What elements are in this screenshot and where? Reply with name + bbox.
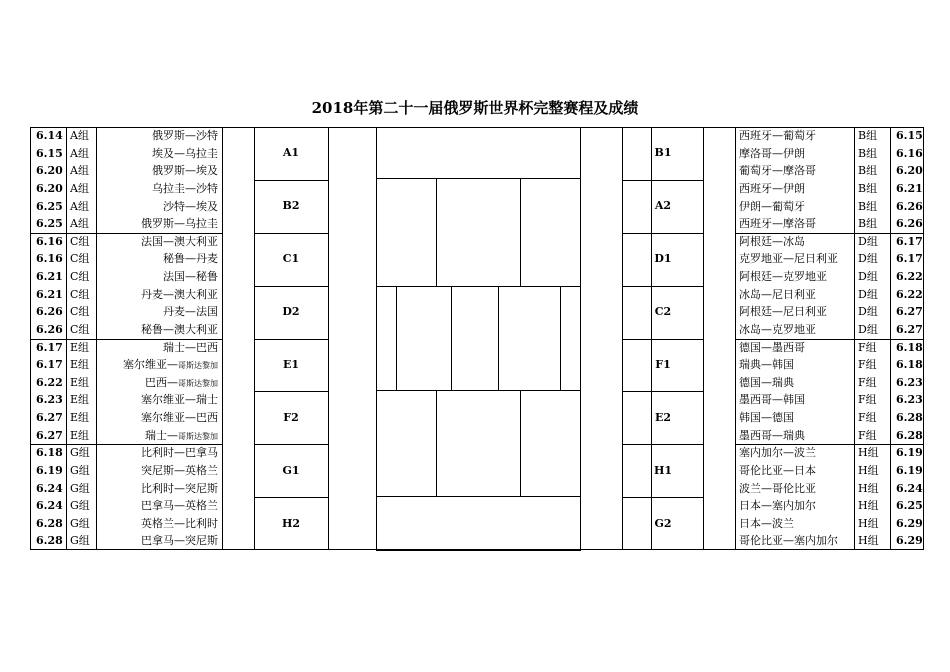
match-group: D组 bbox=[858, 287, 878, 301]
match-group: A组 bbox=[70, 146, 89, 160]
match-date: 6.17 bbox=[36, 358, 63, 372]
match-date: 6.16 bbox=[896, 146, 923, 160]
match-group: C组 bbox=[70, 287, 90, 301]
match-group: D组 bbox=[858, 305, 878, 319]
slot-label: B1 bbox=[654, 146, 672, 160]
match-teams: 哥伦比亚—日本 bbox=[739, 463, 816, 477]
slot-label: G2 bbox=[654, 516, 672, 530]
match-date: 6.26 bbox=[896, 199, 923, 213]
match-teams: 西班牙—葡萄牙 bbox=[739, 129, 816, 142]
match-teams: 西班牙—摩洛哥 bbox=[739, 217, 816, 231]
column-divider bbox=[328, 127, 329, 550]
match-teams: 阿根廷—冰岛 bbox=[739, 234, 805, 248]
match-group: G组 bbox=[70, 446, 90, 460]
match-teams: 巴西—哥斯达黎加 bbox=[145, 375, 218, 389]
match-teams: 瑞士—巴西 bbox=[163, 340, 218, 354]
match-group: D组 bbox=[858, 322, 878, 336]
match-date: 6.19 bbox=[896, 463, 923, 477]
match-group: G组 bbox=[70, 463, 90, 477]
match-group: E组 bbox=[70, 393, 90, 407]
bracket-box-8 bbox=[376, 496, 377, 551]
match-date: 6.23 bbox=[36, 393, 63, 407]
match-group: H组 bbox=[858, 534, 879, 548]
match-group: H组 bbox=[858, 463, 879, 477]
match-teams: 法国—秘鲁 bbox=[163, 270, 218, 283]
match-teams: 英格兰—比利时 bbox=[141, 516, 218, 530]
match-group: H组 bbox=[858, 446, 879, 460]
match-teams: 俄罗斯—沙特 bbox=[152, 129, 218, 142]
match-teams: 日本—波兰 bbox=[739, 516, 794, 530]
match-teams: 秘鲁—澳大利亚 bbox=[141, 322, 218, 336]
match-group: D组 bbox=[858, 252, 878, 266]
match-group: A组 bbox=[70, 199, 89, 213]
match-group: F组 bbox=[858, 340, 877, 354]
match-group: B组 bbox=[858, 129, 878, 142]
match-group: D组 bbox=[858, 270, 878, 283]
match-date: 6.16 bbox=[36, 252, 63, 266]
bracket-box-7 bbox=[436, 390, 437, 497]
match-date: 6.29 bbox=[896, 534, 923, 548]
slot-divider bbox=[622, 233, 703, 234]
match-group: A组 bbox=[70, 129, 89, 142]
match-teams: 摩洛哥—伊朗 bbox=[739, 146, 805, 160]
group-divider bbox=[30, 233, 222, 234]
slot-divider bbox=[254, 444, 328, 445]
slot-divider bbox=[254, 180, 328, 181]
match-date: 6.14 bbox=[36, 129, 63, 142]
bracket-box-5 bbox=[451, 286, 452, 391]
bracket-box-7 bbox=[520, 390, 521, 497]
match-group: F组 bbox=[858, 428, 877, 442]
match-date: 6.24 bbox=[36, 499, 63, 513]
slot-label: C2 bbox=[654, 305, 672, 319]
slot-divider bbox=[254, 497, 328, 498]
match-teams: 波兰—哥伦比亚 bbox=[739, 481, 816, 495]
match-date: 6.26 bbox=[896, 217, 923, 231]
match-date: 6.26 bbox=[36, 322, 63, 336]
slot-label: C1 bbox=[282, 252, 300, 266]
match-teams: 伊朗—葡萄牙 bbox=[739, 199, 805, 213]
match-date: 6.17 bbox=[896, 234, 923, 248]
match-teams: 塞尔维亚—哥斯达黎加 bbox=[123, 358, 218, 372]
match-teams: 瑞士—哥斯达黎加 bbox=[145, 428, 218, 442]
bracket-box-1 bbox=[580, 127, 581, 179]
match-group: H组 bbox=[858, 499, 879, 513]
match-date: 6.16 bbox=[36, 234, 63, 248]
match-teams: 比利时—巴拿马 bbox=[141, 446, 218, 460]
match-date: 6.22 bbox=[896, 287, 923, 301]
bracket-box-5 bbox=[498, 286, 499, 391]
match-group: G组 bbox=[70, 481, 90, 495]
match-teams: 法国—澳大利亚 bbox=[141, 234, 218, 248]
slot-divider bbox=[622, 497, 703, 498]
bracket-box-6 bbox=[376, 390, 377, 497]
match-group: F组 bbox=[858, 393, 877, 407]
match-date: 6.17 bbox=[36, 340, 63, 354]
bracket-line bbox=[560, 286, 561, 390]
match-teams: 哥伦比亚—塞内加尔 bbox=[739, 534, 838, 548]
match-group: B组 bbox=[858, 164, 878, 178]
group-divider bbox=[735, 233, 924, 234]
match-date: 6.19 bbox=[896, 446, 923, 460]
team-name-small: 哥斯达黎加 bbox=[178, 361, 218, 371]
match-group: H组 bbox=[858, 516, 879, 530]
bracket-box-3 bbox=[436, 178, 437, 287]
match-group: A组 bbox=[70, 164, 89, 178]
match-group: B组 bbox=[858, 146, 878, 160]
match-date: 6.28 bbox=[896, 428, 923, 442]
match-group: H组 bbox=[858, 481, 879, 495]
column-divider bbox=[703, 127, 704, 550]
slot-divider bbox=[622, 391, 703, 392]
match-date: 6.22 bbox=[36, 375, 63, 389]
match-teams: 沙特—埃及 bbox=[163, 199, 218, 213]
match-group: E组 bbox=[70, 358, 90, 372]
match-teams: 阿根廷—尼日利亚 bbox=[739, 305, 827, 319]
slot-label: H2 bbox=[281, 516, 301, 530]
match-teams: 埃及—乌拉圭 bbox=[152, 146, 218, 160]
match-teams: 塞尔维亚—瑞士 bbox=[141, 393, 218, 407]
slot-divider bbox=[622, 180, 703, 181]
match-date: 6.23 bbox=[896, 375, 923, 389]
match-date: 6.23 bbox=[896, 393, 923, 407]
slot-divider bbox=[254, 233, 328, 234]
slot-label: H1 bbox=[653, 463, 673, 477]
match-group: F组 bbox=[858, 358, 877, 372]
match-group: G组 bbox=[70, 534, 90, 548]
match-teams: 乌拉圭—沙特 bbox=[152, 181, 218, 195]
match-group: D组 bbox=[858, 234, 878, 248]
match-group: C组 bbox=[70, 305, 90, 319]
slot-label: G1 bbox=[282, 463, 300, 477]
match-date: 6.18 bbox=[896, 358, 923, 372]
match-date: 6.18 bbox=[36, 446, 63, 460]
match-teams: 巴拿马—突尼斯 bbox=[141, 534, 218, 548]
match-date: 6.17 bbox=[896, 252, 923, 266]
match-teams: 塞尔维亚—巴西 bbox=[141, 411, 218, 424]
match-date: 6.26 bbox=[36, 305, 63, 319]
match-teams: 冰岛—克罗地亚 bbox=[739, 322, 816, 336]
match-date: 6.21 bbox=[896, 181, 923, 195]
match-teams: 克罗地亚—尼日利亚 bbox=[739, 252, 838, 266]
column-divider bbox=[222, 127, 223, 550]
match-teams: 德国—瑞典 bbox=[739, 375, 794, 389]
slot-label: A2 bbox=[654, 199, 672, 213]
slot-label: F2 bbox=[283, 410, 299, 424]
match-group: E组 bbox=[70, 375, 90, 389]
match-date: 6.25 bbox=[36, 199, 63, 213]
match-date: 6.24 bbox=[896, 481, 923, 495]
match-teams: 葡萄牙—摩洛哥 bbox=[739, 164, 816, 178]
slot-label: D2 bbox=[282, 305, 300, 319]
match-date: 6.22 bbox=[896, 270, 923, 283]
match-date: 6.25 bbox=[36, 217, 63, 231]
bracket-box-2 bbox=[376, 178, 377, 287]
bracket-box-6 bbox=[580, 390, 581, 497]
bracket-line bbox=[376, 286, 377, 390]
match-group: B组 bbox=[858, 217, 878, 231]
match-date: 6.20 bbox=[36, 181, 63, 195]
match-teams: 俄罗斯—乌拉圭 bbox=[141, 217, 218, 231]
team-name-small: 哥斯达黎加 bbox=[178, 431, 218, 441]
match-teams: 冰岛—尼日利亚 bbox=[739, 287, 816, 301]
bracket-box-4 bbox=[396, 286, 397, 391]
match-teams: 德国—墨西哥 bbox=[739, 340, 805, 354]
match-group: B组 bbox=[858, 181, 878, 195]
match-group: E组 bbox=[70, 340, 90, 354]
match-date: 6.24 bbox=[36, 481, 63, 495]
match-teams: 塞内加尔—波兰 bbox=[739, 446, 816, 460]
slot-label: F1 bbox=[655, 357, 671, 371]
bracket-box-8 bbox=[376, 496, 581, 497]
slot-label: B2 bbox=[282, 199, 300, 213]
bracket-box-7 bbox=[436, 390, 521, 391]
match-date: 6.25 bbox=[896, 499, 923, 513]
match-teams: 西班牙—伊朗 bbox=[739, 181, 805, 195]
slot-label: D1 bbox=[654, 252, 672, 266]
match-date: 6.28 bbox=[36, 516, 63, 530]
match-date: 6.27 bbox=[36, 428, 63, 442]
slot-divider bbox=[254, 286, 328, 287]
match-group: C组 bbox=[70, 322, 90, 336]
match-group: E组 bbox=[70, 411, 90, 424]
match-teams: 韩国—德国 bbox=[739, 411, 794, 424]
match-teams: 比利时—突尼斯 bbox=[141, 481, 218, 495]
match-teams: 丹麦—澳大利亚 bbox=[141, 287, 218, 301]
match-date: 6.18 bbox=[896, 340, 923, 354]
match-date: 6.19 bbox=[36, 463, 63, 477]
bracket-box-3 bbox=[436, 178, 521, 179]
bracket-box-5 bbox=[451, 286, 499, 287]
match-date: 6.28 bbox=[36, 534, 63, 548]
match-group: A组 bbox=[70, 217, 89, 231]
slot-divider bbox=[622, 286, 703, 287]
bracket-box-8 bbox=[580, 496, 581, 551]
match-teams: 巴拿马—英格兰 bbox=[141, 499, 218, 513]
bracket-box-1 bbox=[376, 127, 581, 128]
bracket-box-8 bbox=[376, 550, 581, 551]
bracket-box-2 bbox=[580, 178, 581, 287]
bracket-box-1 bbox=[376, 127, 377, 179]
match-date: 6.21 bbox=[36, 270, 63, 283]
match-date: 6.21 bbox=[36, 287, 63, 301]
page-title: 2018年第二十一届俄罗斯世界杯完整赛程及成绩 bbox=[311, 99, 639, 117]
match-teams: 墨西哥—瑞典 bbox=[739, 428, 805, 442]
bracket-box-4 bbox=[580, 286, 581, 391]
match-teams: 丹麦—法国 bbox=[163, 305, 218, 319]
match-group: E组 bbox=[70, 428, 90, 442]
match-teams: 秘鲁—丹麦 bbox=[163, 252, 218, 266]
match-group: C组 bbox=[70, 270, 90, 283]
slot-label: A1 bbox=[282, 146, 300, 160]
team-name-small: 哥斯达黎加 bbox=[178, 378, 218, 388]
match-teams: 阿根廷—克罗地亚 bbox=[739, 270, 827, 283]
match-date: 6.28 bbox=[896, 411, 923, 424]
match-group: C组 bbox=[70, 234, 90, 248]
match-date: 6.15 bbox=[36, 146, 63, 160]
slot-label: E2 bbox=[654, 410, 672, 424]
match-date: 6.20 bbox=[896, 164, 923, 178]
slot-label: E1 bbox=[282, 357, 300, 371]
bracket-box-3 bbox=[520, 178, 521, 287]
match-date: 6.15 bbox=[896, 129, 923, 142]
match-group: C组 bbox=[70, 252, 90, 266]
match-teams: 瑞典—韩国 bbox=[739, 358, 794, 372]
match-date: 6.27 bbox=[896, 305, 923, 319]
match-date: 6.27 bbox=[36, 411, 63, 424]
group-divider bbox=[30, 339, 222, 340]
group-divider bbox=[735, 339, 924, 340]
match-group: A组 bbox=[70, 181, 89, 195]
match-date: 6.20 bbox=[36, 164, 63, 178]
match-group: F组 bbox=[858, 411, 877, 424]
match-teams: 突尼斯—英格兰 bbox=[141, 463, 218, 477]
match-teams: 俄罗斯—埃及 bbox=[152, 164, 218, 178]
match-teams: 墨西哥—韩国 bbox=[739, 393, 805, 407]
match-date: 6.29 bbox=[896, 516, 923, 530]
match-group: F组 bbox=[858, 375, 877, 389]
slot-divider bbox=[254, 339, 328, 340]
match-date: 6.27 bbox=[896, 322, 923, 336]
slot-divider bbox=[622, 339, 703, 340]
match-group: B组 bbox=[858, 199, 878, 213]
slot-divider bbox=[622, 444, 703, 445]
slot-divider bbox=[254, 391, 328, 392]
match-group: G组 bbox=[70, 499, 90, 513]
match-group: G组 bbox=[70, 516, 90, 530]
match-teams: 日本—塞内加尔 bbox=[739, 499, 816, 513]
